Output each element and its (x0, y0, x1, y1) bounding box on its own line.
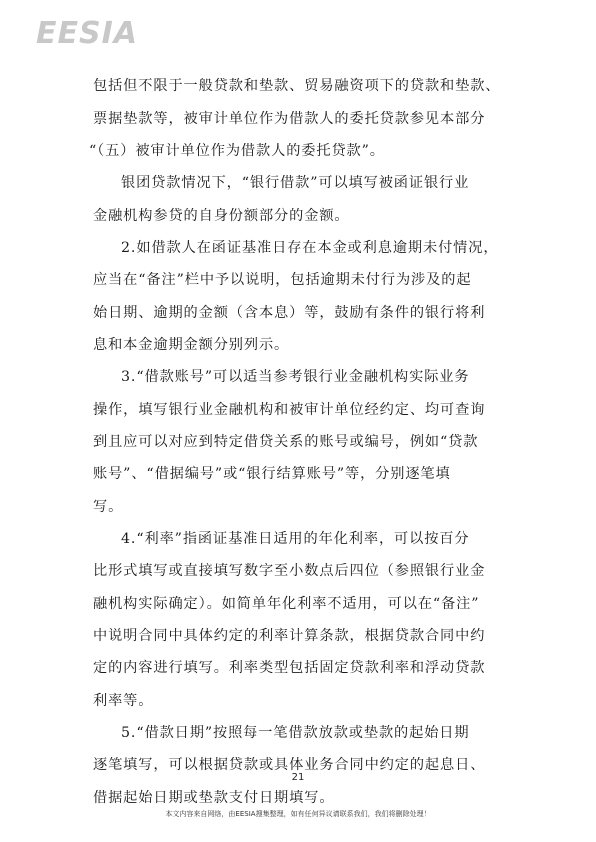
body-line: 操作，填写银行业金融机构和被审计单位经约定、均可查询 (93, 402, 486, 418)
body-line: 4.“利率”指函证基准日适用的年化利率，可以按百分 (121, 531, 470, 547)
body-line: 逐笔填写，可以根据贷款或具体业务合同中约定的起息日、 (93, 757, 486, 773)
footer-disclaimer: 本文内容来自网络，由EESIA搜集整理，如有任何异议请联系我们，我们将删除处理！ (165, 810, 431, 818)
body-line: 借据起始日期或垫款支付日期填写。 (93, 790, 335, 806)
body-line: 始日期、逾期的金额（含本息）等，鼓励有条件的银行将利 (93, 305, 486, 321)
body-line: “（五）被审计单位作为借款人的委托贷款”。 (89, 143, 385, 159)
body-line: 定的内容进行填写。利率类型包括固定贷款利率和浮动贷款 (93, 660, 486, 676)
body-line: 比形式填写或直接填写数字至小数点后四位（参照银行业金 (93, 563, 486, 579)
body-line: 5.“借款日期”按照每一笔借款放款或垫款的起始日期 (121, 725, 470, 741)
body-line: 金融机构参贷的自身份额部分的金额。 (93, 208, 350, 224)
body-line: 息和本金逾期金额分别列示。 (93, 337, 290, 353)
body-line: 2.如借款人在函证基准日存在本金或利息逾期未付情况， (121, 240, 499, 256)
body-line: 账号”、“借据编号”或“银行结算账号”等，分别逐笔填 (93, 466, 451, 482)
eesia-logo: EESIA (36, 16, 138, 51)
page-number: 21 (291, 772, 305, 783)
body-line: 3.“借款账号”可以适当参考银行业金融机构实际业务 (121, 369, 470, 385)
body-line: 融机构实际确定）。如简单年化利率不适用，可以在“备注” (93, 596, 480, 612)
body-line: 到且应可以对应到特定借贷关系的账号或编号，例如“贷款 (93, 434, 479, 450)
body-line: 中说明合同中具体约定的利率计算条款，根据贷款合同中约 (93, 628, 486, 644)
body-line: 应当在“备注”栏中予以说明，包括逾期未付行为涉及的起 (93, 272, 472, 288)
body-line: 包括但不限于一般贷款和垫款、贸易融资项下的贷款和垫款、 (93, 78, 501, 94)
body-line: 写。 (93, 499, 124, 515)
body-line: 利率等。 (93, 693, 154, 709)
body-line: 票据垫款等，被审计单位作为借款人的委托贷款参见本部分 (93, 111, 486, 127)
body-line: 银团贷款情况下，“银行借款”可以填写被函证银行业 (121, 175, 470, 191)
